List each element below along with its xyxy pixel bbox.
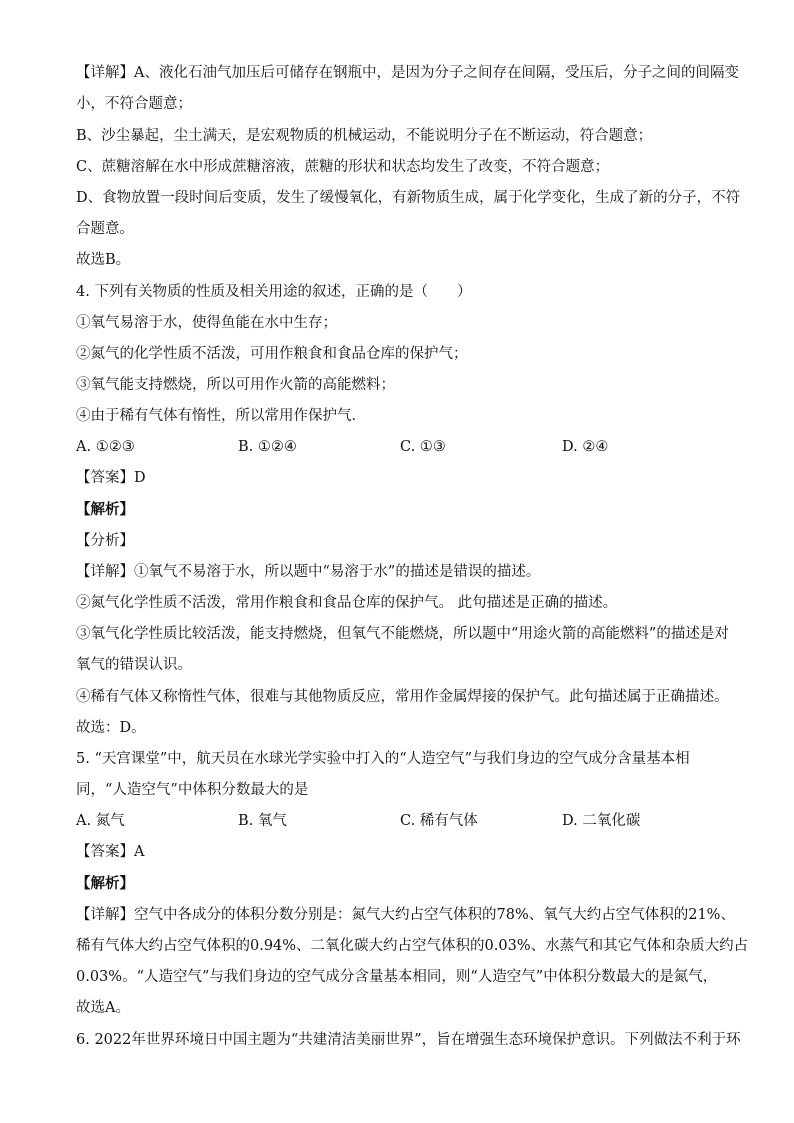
q5-option-a: A. 氮气 [76,813,125,829]
q5-option-d: D. 二氧化碳 [562,813,641,829]
q4-detail-2: ②氮气化学性质不活泼，常用作粮食和食品仓库的保护气。 此句描述是正确的描述。 [76,595,618,611]
q4-option-a: A. ①②③ [76,439,135,455]
q4-statement-2: ②氮气的化学性质不活泼，可用作粮食和食品仓库的保护气； [76,346,468,362]
q4-analysis-label: 【解析】 [76,501,134,518]
q4-stem: 4. 下列有关物质的性质及相关用途的叙述，正确的是（ ） [76,284,472,300]
q4-options [76,437,726,457]
q4-statement-1: ①氧气易溶于水，使得鱼能在水中生存； [76,315,337,331]
q5-stem-line2: 同，“人造空气”中体积分数最大的是 [76,782,309,798]
q3-conclusion: 故选B。 [76,252,131,268]
q4-fenxi-label: 【分析】 [76,533,134,549]
q4-detail-4: ④稀有气体又称惰性气体，很难与其他物质反应，常用作金属焊接的保护气。此句描述属于正确描述。 [76,689,729,705]
q5-option-c: C. 稀有气体 [400,813,478,829]
q3-detail-d-line2: 合题意。 [76,221,134,237]
q4-detail-3-line2: 氧气的错误认识。 [76,657,192,673]
q4-statement-3: ③氧气能支持燃烧，所以可用作火箭的高能燃料； [76,377,395,393]
q4-option-c: C. ①③ [400,439,446,455]
q3-detail-a-line2: 小，不符合题意； [76,96,192,112]
q4-detail-1: 【详解】①氧气不易溶于水，所以题中“易溶于水”的描述是错误的描述。 [76,564,541,580]
q3-detail-a-line1: 【详解】A、液化石油气加压后可储存在钢瓶中，是因为分子之间存在间隔，受压后，分子之间的间隔变 [76,65,739,81]
q4-option-d: D. ②④ [562,439,609,455]
q3-detail-b: B、沙尘暴起，尘土满天，是宏观物质的机械运动，不能说明分子在不断运动，符合题意； [76,128,653,144]
q5-detail-line1: 【详解】空气中各成分的体积分数分别是：氮气大约占空气体积的78%、氧气大约占空气体积的21%、 [76,907,735,923]
q5-detail-line3: 0.03%。“人造空气”与我们身边的空气成分含量基本相同，则“人造空气”中体积分数最大的是氮气， [76,969,718,985]
q5-stem-line1: 5. “天宫课堂”中，航天员在水球光学实验中打入的“人造空气”与我们身边的空气成分含量基本相 [76,751,690,767]
q4-statement-4: ④由于稀有气体有惰性，所以常用作保护气． [76,408,366,424]
q5-options [76,811,726,831]
q4-option-b: B. ①②④ [238,439,297,455]
q5-conclusion: 故选A。 [76,1000,130,1016]
q6-stem-line1: 6. 2022年世界环境日中国主题为“共建清洁美丽世界”，旨在增强生态环境保护意识。下列做法不利于环 [76,1032,741,1048]
q5-analysis-label: 【解析】 [76,875,134,892]
q5-detail-line2: 稀有气体大约占空气体积的0.94%、二氧化碳大约占空气体积的0.03%、水蒸气和其它气体和杂质大约占 [76,938,749,954]
q4-conclusion: 故选：D。 [76,720,146,736]
q4-detail-3-line1: ③氧气化学性质比较活泼，能支持燃烧，但氧气不能燃烧，所以题中“用途火箭的高能燃料”的描述是对 [76,626,729,642]
q3-detail-d-line1: D、食物放置一段时间后变质，发生了缓慢氧化，有新物质生成，属于化学变化，生成了新的分子，不符 [76,190,741,206]
q5-answer: 【答案】A [76,844,145,860]
q5-option-b: B. 氧气 [238,813,287,829]
q4-answer: 【答案】D [76,470,146,486]
q3-detail-c: C、蔗糖溶解在水中形成蔗糖溶液，蔗糖的形状和状态均发生了改变，不符合题意； [76,159,610,175]
